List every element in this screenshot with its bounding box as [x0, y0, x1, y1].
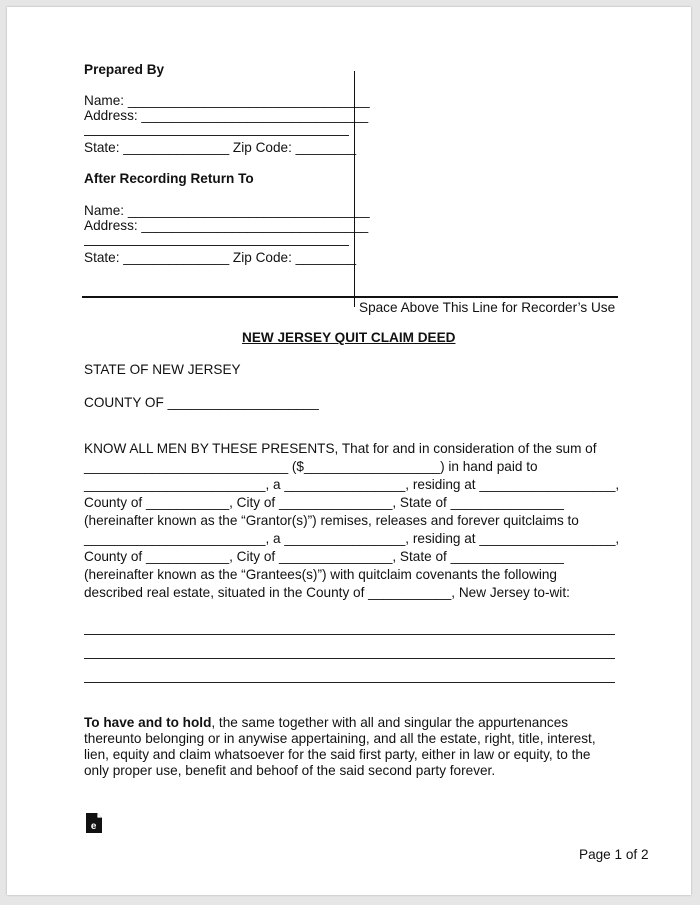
legal-description-line — [84, 658, 615, 659]
body-line: ________________________, a ________________, residing at __________________, — [84, 477, 620, 492]
prepared-address-line2 — [84, 135, 349, 136]
habendum-bold-phrase: To have and to hold — [84, 715, 212, 730]
document-e-icon — [86, 813, 102, 833]
habendum-line: thereunto belonging or in anywise appertaining, and all the estate, right, title, interest, — [84, 731, 596, 746]
habendum-line: lien, equity and claim whatsoever for the said first party, either in law or equity, to the — [84, 747, 591, 762]
return-state-zip-field: State: ______________ Zip Code: ________ — [84, 250, 357, 265]
deed-title: NEW JERSEY QUIT CLAIM DEED — [242, 330, 456, 345]
prepared-by-heading: Prepared By — [84, 62, 165, 77]
prepared-address-field: Address: ______________________________ — [84, 108, 369, 123]
body-line: (hereinafter known as the “Grantees(s)”) with quitclaim covenants the following — [84, 567, 557, 582]
body-line: described real estate, situated in the County of ___________, New Jersey to-wit: — [84, 585, 570, 600]
body-line: County of ___________, City of _______________, State of _______________ — [84, 495, 564, 510]
recorder-note: Space Above This Line for Recorder’s Use — [359, 300, 616, 315]
body-line: KNOW ALL MEN BY THESE PRESENTS, That for and in consideration of the sum of — [84, 441, 597, 456]
document-page — [7, 7, 691, 895]
return-name-field: Name: ________________________________ — [84, 203, 370, 218]
habendum-first-line — [84, 714, 568, 731]
state-line: STATE OF NEW JERSEY — [84, 362, 241, 377]
prepared-name-field: Name: ________________________________ — [84, 93, 370, 108]
recorder-horizontal-divider — [82, 296, 618, 298]
return-address-field: Address: ______________________________ — [84, 218, 369, 233]
svg-text:e: e — [90, 821, 97, 832]
return-to-heading: After Recording Return To — [84, 171, 254, 186]
recorder-vertical-divider — [354, 71, 355, 307]
return-address-line2 — [84, 245, 349, 246]
habendum-line: only proper use, benefit and behoof of the said second party forever. — [84, 763, 496, 778]
body-line: (hereinafter known as the “Grantor(s)”) remises, releases and forever quitclaims to — [84, 513, 579, 528]
county-line: COUNTY OF ____________________ — [84, 395, 319, 410]
prepared-state-zip-field: State: ______________ Zip Code: ________ — [84, 140, 357, 155]
body-line: County of ___________, City of _______________, State of _______________ — [84, 549, 564, 564]
legal-description-line — [84, 682, 615, 683]
page-number: Page 1 of 2 — [579, 847, 649, 862]
legal-description-line — [84, 634, 615, 635]
habendum-text: , the same together with all and singular the appurtenances — [211, 715, 569, 730]
body-line: ________________________, a ________________, residing at __________________, — [84, 531, 620, 546]
body-line: ___________________________ ($__________________) in hand paid to — [84, 459, 538, 474]
